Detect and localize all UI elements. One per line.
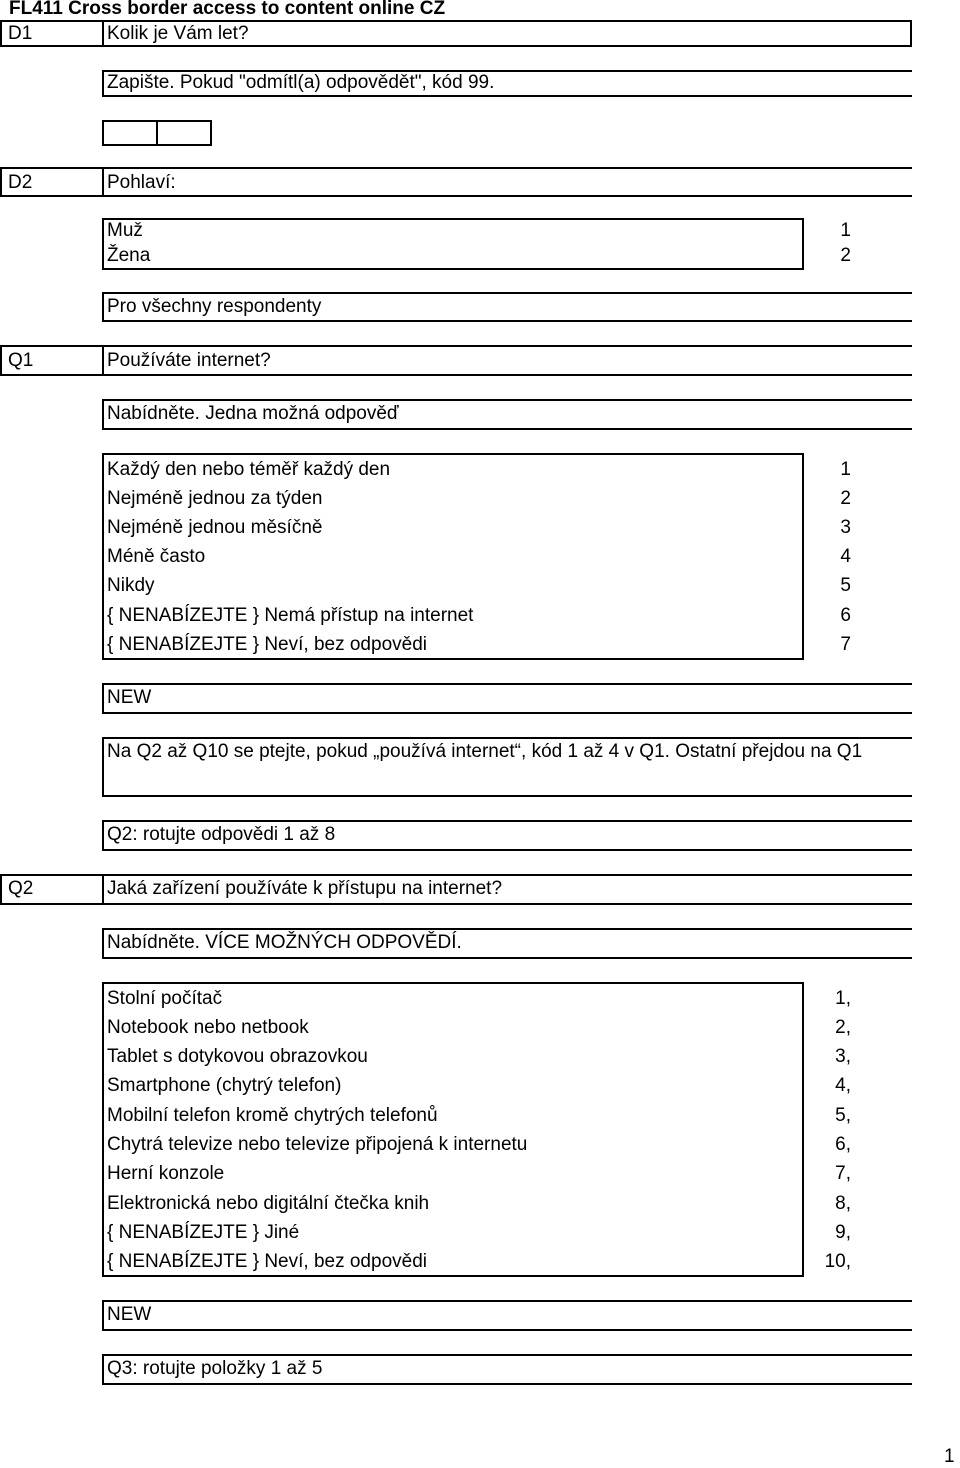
option-label: Každý den nebo téměř každý den xyxy=(107,459,391,480)
q2-divider xyxy=(102,874,104,905)
option-label: Elektronická nebo digitální čtečka knih xyxy=(107,1193,430,1214)
option-code: 1 xyxy=(840,459,851,480)
q2-option[interactable] xyxy=(107,1189,851,1218)
d1-id: D1 xyxy=(8,23,33,44)
option-label: Chytrá televize nebo televize připojená k internetu xyxy=(107,1134,528,1155)
q1-option[interactable] xyxy=(107,542,851,571)
option-label: Muž xyxy=(107,220,143,241)
option-label: Stolní počítač xyxy=(107,988,223,1009)
option-code: 6 xyxy=(840,605,851,626)
option-code: 7, xyxy=(835,1163,851,1184)
option-label: Žena xyxy=(107,245,151,266)
option-code: 5 xyxy=(840,575,851,596)
age-digit-1[interactable] xyxy=(102,120,158,146)
option-code: 2 xyxy=(840,488,851,509)
q3-rotate-note: Q3: rotujte položky 1 až 5 xyxy=(107,1358,323,1379)
d2-filter: Pro všechny respondenty xyxy=(107,296,322,317)
q2-question: Jaká zařízení používáte k přístupu na internet? xyxy=(107,878,503,899)
option-code: 1 xyxy=(840,220,851,241)
q1-option[interactable] xyxy=(107,484,851,513)
option-code: 7 xyxy=(840,634,851,655)
d2-divider xyxy=(102,167,104,197)
d2-id: D2 xyxy=(8,172,33,193)
q2-option[interactable] xyxy=(107,1071,851,1100)
q1-option[interactable] xyxy=(107,455,851,484)
option-label: Nejméně jednou měsíčně xyxy=(107,517,323,538)
option-code: 5, xyxy=(835,1105,851,1126)
option-code: 1, xyxy=(835,988,851,1009)
option-label: Nikdy xyxy=(107,575,155,596)
q1-option[interactable] xyxy=(107,630,851,659)
option-label: Tablet s dotykovou obrazovkou xyxy=(107,1046,368,1067)
q2-option[interactable] xyxy=(107,1101,851,1130)
option-label: { NENABÍZEJTE } Nemá přístup na internet xyxy=(107,605,474,626)
option-label: { NENABÍZEJTE } Neví, bez odpovědi xyxy=(107,634,427,655)
q2-option[interactable] xyxy=(107,1247,851,1276)
option-label: Méně často xyxy=(107,546,206,567)
d1-instruction: Zapište. Pokud "odmítl(a) odpovědět", kód 99. xyxy=(107,72,495,93)
q1-option[interactable] xyxy=(107,571,851,600)
q1-option[interactable] xyxy=(107,513,851,542)
option-code: 10, xyxy=(824,1251,851,1272)
q2-id: Q2 xyxy=(8,878,34,899)
q1-divider xyxy=(102,345,104,376)
option-label: Notebook nebo netbook xyxy=(107,1017,309,1038)
option-code: 6, xyxy=(835,1134,851,1155)
q2-rotate-note: Q2: rotujte odpovědi 1 až 8 xyxy=(107,824,336,845)
q2-option[interactable] xyxy=(107,1159,851,1188)
page-title: FL411 Cross border access to content online CZ xyxy=(9,0,446,19)
option-code: 4, xyxy=(835,1075,851,1096)
q2-option[interactable] xyxy=(107,1013,851,1042)
option-label: Smartphone (chytrý telefon) xyxy=(107,1075,342,1096)
q1-new-box xyxy=(102,683,912,714)
q1-filter-note xyxy=(107,741,910,763)
page-number: 1 xyxy=(944,1446,955,1467)
d1-question: Kolik je Vám let? xyxy=(107,23,249,44)
option-code: 9, xyxy=(835,1222,851,1243)
option-code: 2, xyxy=(835,1017,851,1038)
d1-divider xyxy=(102,20,104,47)
option-code: 3, xyxy=(835,1046,851,1067)
q1-option[interactable] xyxy=(107,601,851,630)
q1-new: NEW xyxy=(107,687,152,708)
option-label: Mobilní telefon kromě chytrých telefonů xyxy=(107,1105,438,1126)
q1-filter-text: Na Q2 až Q10 se ptejte, pokud „používá internet“, kód 1 až 4 v Q1. Ostatní přejdou na Q1 xyxy=(107,741,863,762)
option-code: 2 xyxy=(840,245,851,266)
d2-option[interactable] xyxy=(107,243,851,267)
q1-question: Používáte internet? xyxy=(107,350,271,371)
q1-instruction: Nabídněte. Jedna možná odpověď xyxy=(107,403,399,424)
option-code: 3 xyxy=(840,517,851,538)
option-code: 8, xyxy=(835,1193,851,1214)
q2-option[interactable] xyxy=(107,1042,851,1071)
option-label: { NENABÍZEJTE } Neví, bez odpovědi xyxy=(107,1251,427,1272)
age-digit-2[interactable] xyxy=(156,120,212,146)
option-label: { NENABÍZEJTE } Jiné xyxy=(107,1222,300,1243)
q2-new-box xyxy=(102,1300,912,1331)
option-label: Nejméně jednou za týden xyxy=(107,488,323,509)
q2-option[interactable] xyxy=(107,984,851,1013)
q2-instruction: Nabídněte. VÍCE MOŽNÝCH ODPOVĚDÍ. xyxy=(107,932,462,953)
d2-question: Pohlaví: xyxy=(107,172,176,193)
q2-option[interactable] xyxy=(107,1130,851,1159)
q2-new: NEW xyxy=(107,1304,152,1325)
d2-option[interactable] xyxy=(107,218,851,242)
option-code: 4 xyxy=(840,546,851,567)
option-label: Herní konzole xyxy=(107,1163,225,1184)
q1-id: Q1 xyxy=(8,350,34,371)
q2-option[interactable] xyxy=(107,1218,851,1247)
